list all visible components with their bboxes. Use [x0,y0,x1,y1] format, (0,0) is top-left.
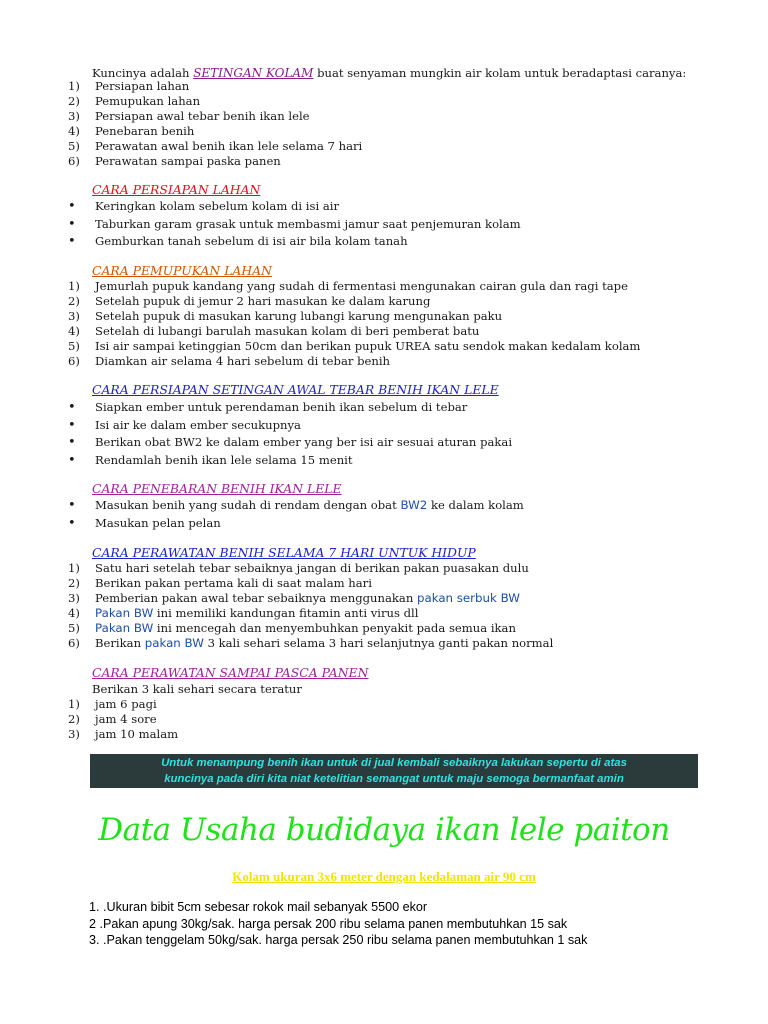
list-item: 5) Isi air sampai ketinggian 50cm dan berikan pupuk UREA satu sendok makan kedalam kolam [68,339,641,353]
list-item: 2 .Pakan apung 30kg/sak. harga persak 200 ribu selama panen membutuhkan 15 sak [89,916,568,931]
list-item: 2) Berikan pakan pertama kali di saat malam hari [68,576,372,590]
product-term: Pakan BW [95,621,154,635]
bullet-icon: • [68,216,76,232]
bullet-item: • Masukan benih yang sudah di rendam dengan obat BW2 ke dalam kolam [68,498,524,513]
bullet-icon: • [68,452,76,468]
bullet-item: • Siapkan ember untuk perendaman benih ikan sebelum di tebar [68,400,468,415]
section-heading-perawatan: CARA PERAWATAN BENIH SELAMA 7 HARI UNTUK HIDUP [92,545,476,560]
data-usaha-title: Data Usaha budidaya ikan lele paiton [98,812,670,848]
bullet-icon: • [68,400,76,415]
persiapan-list [68,198,521,251]
list-item: 4) Pakan BW ini memiliki kandungan fitamin anti virus dll [68,606,419,620]
list-item: 6) Diamkan air selama 4 hari sebelum di tebar benih [68,354,391,368]
banner-line: Untuk menampung benih ikan untuk di jual kembali sebaiknya lakukan sepertu di atas [161,757,627,769]
intro-highlight: SETINGAN KOLAM [193,66,314,80]
list-item: 4) Penebaran benih [68,124,195,138]
product-term: pakan serbuk BW [416,591,520,605]
bullet-icon: • [68,498,76,513]
list-item: 1) Persiapan lahan [68,79,190,93]
banner-line: kuncinya pada diri kita niat ketelitian semangat untuk maju semoga bermanfaat amin [164,773,624,785]
list-item: 3) jam 10 malam [68,727,179,741]
intro-suffix: buat senyaman mungkin air kolam untuk beradaptasi caranya: [317,66,687,80]
perawatan-list [68,561,553,651]
list-item: 1. .Ukuran bibit 5cm sebesar rokok mail sebanyak 5500 ekor [89,900,428,914]
bullet-item: • Masukan pelan pelan [68,515,221,531]
section-heading-panen: CARA PERAWATAN SAMPAI PASCA PANEN [92,665,369,680]
setingan-list [68,399,512,469]
bullet-item: • Berikan obat BW2 ke dalam ember yang ber isi air sesuai aturan pakai [68,435,513,450]
section-heading-penebaran: CARA PENEBARAN BENIH IKAN LELE [92,481,342,496]
list-item: 5) Perawatan awal benih ikan lele selama 7 hari [68,139,363,153]
bullet-item: • Gemburkan tanah sebelum di isi air bila kolam tanah [68,234,408,249]
bullet-icon: • [68,435,76,450]
panen-list [68,697,178,742]
bullet-icon: • [68,199,76,214]
product-term: pakan BW [144,636,204,650]
intro-paragraph [92,66,686,80]
list-item: 1) Satu hari setelah tebar sebaiknya jangan di berikan pakan puasakan dulu [68,561,529,575]
data-usaha-subtitle: Kolam ukuran 3x6 meter dengan kedalaman air 90 cm [232,869,536,884]
steps-list [68,79,362,169]
bullet-icon: • [68,417,76,433]
penebaran-list [68,497,524,532]
highlight-banner [90,754,698,788]
bullet-item: • Isi air ke dalam ember secukupnya [68,417,301,433]
list-item: 2) Setelah pupuk di jemur 2 hari masukan ke dalam karung [68,294,431,308]
section-heading-persiapan: CARA PERSIAPAN LAHAN [92,182,261,197]
product-term: BW2 [400,498,428,512]
bullet-item: • Rendamlah benih ikan lele selama 15 menit [68,452,353,468]
list-item: 1) Jemurlah pupuk kandang yang sudah di fermentasi mengunakan cairan gula dan ragi tape [68,279,628,293]
list-item: 3) Pemberian pakan awal tebar sebaiknya menggunakan pakan serbuk BW [68,591,520,605]
bullet-item: • Keringkan kolam sebelum kolam di isi air [68,199,340,214]
list-item: 2) jam 4 sore [68,712,157,726]
list-item: 1) jam 6 pagi [68,697,157,711]
bullet-icon: • [68,234,76,249]
list-item: 5) Pakan BW ini mencegah dan menyembuhkan penyakit pada semua ikan [68,621,516,635]
section-heading-pemupukan: CARA PEMUPUKAN LAHAN [92,263,272,278]
list-item: 3. .Pakan tenggelam 50kg/sak. harga persak 250 ribu selama panen membutuhkan 1 sak [89,933,588,947]
bullet-icon: • [68,515,76,531]
pemupukan-list [68,279,640,369]
list-item: 6) Perawatan sampai paska panen [68,154,281,168]
intro-prefix: Kuncinya adalah [92,66,190,80]
panen-intro: Berikan 3 kali sehari secara teratur [92,682,302,696]
list-item: 2) Pemupukan lahan [68,94,201,108]
section-heading-setingan: CARA PERSIAPAN SETINGAN AWAL TEBAR BENIH IKAN LELE [92,382,499,397]
data-usaha-list [89,899,587,949]
bullet-item: • Taburkan garam grasak untuk membasmi jamur saat penjemuran kolam [68,216,521,232]
list-item: 3) Setelah pupuk di masukan karung lubangi karung mengunakan paku [68,309,503,323]
list-item: 4) Setelah di lubangi barulah masukan kolam di beri pemberat batu [68,324,480,338]
product-term: Pakan BW [95,606,154,620]
list-item: 6) Berikan pakan BW 3 kali sehari selama 3 hari selanjutnya ganti pakan normal [68,636,554,650]
list-item: 3) Persiapan awal tebar benih ikan lele [68,109,310,123]
